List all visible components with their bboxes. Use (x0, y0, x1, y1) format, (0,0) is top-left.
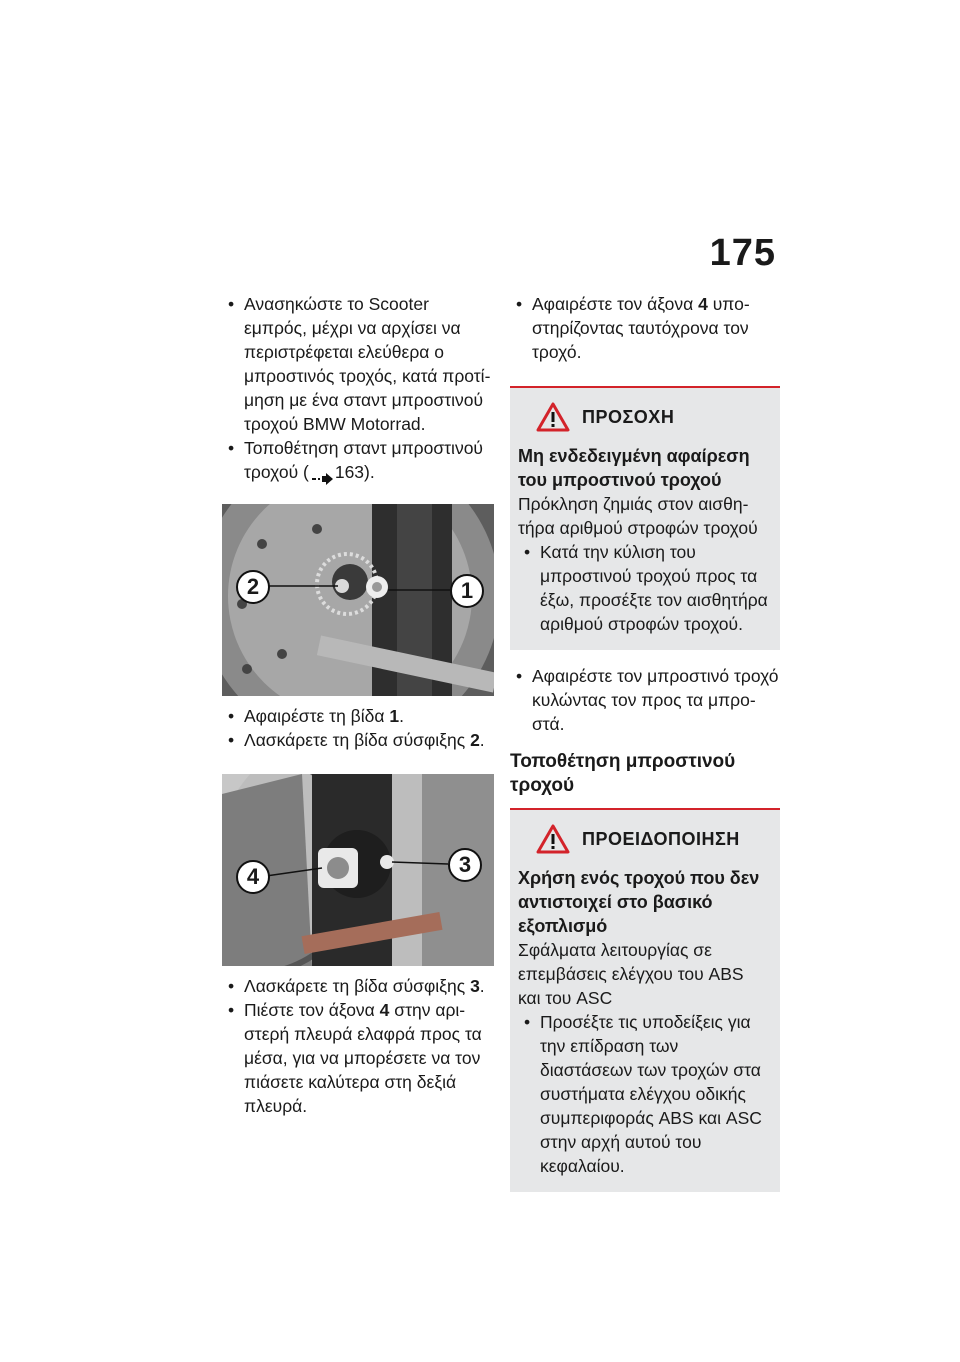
caution-text: Πρόκληση ζημιάς στον αισθητήρα αριθμού στροφών τροχού (518, 494, 758, 538)
step-remove-axle (510, 292, 780, 364)
step-remove-screw (222, 704, 494, 728)
step-text: Αφαιρέστε τη βίδα (244, 706, 390, 726)
caution-subtitle: Μη ενδεδειγμένη αφαίρεση του μπροστινού τροχού (518, 446, 750, 490)
warning-bullet-text: Προσέξτε τις υποδείξεις για την επίδραση των διαστάσεων των τροχών στα συστήματα ελέγχου οδικής συμπεριφοράς ABS και ASC στην αρχή αυτού του κεφαλαίου. (540, 1012, 762, 1176)
left-column (222, 292, 494, 1118)
step-text: Αφαιρέστε τον μπροστινό τροχό κυλώντας τον προς τα μπροστά. (532, 666, 779, 734)
part-reference: 4 (698, 294, 708, 314)
steps-list-roll (510, 664, 780, 736)
warning-subtitle: Χρήση ενός τροχού που δεν αντιστοιχεί στο βασικό εξοπλισμό (518, 868, 760, 936)
warning-bullet (518, 1010, 770, 1178)
step-text: Λασκάρετε τη βίδα σύσφιξης (244, 976, 471, 996)
step-text: Λασκάρετε τη βίδα σύσφιξης (244, 730, 471, 750)
step-roll-wheel (510, 664, 780, 736)
right-column (510, 292, 780, 1192)
caution-title: ΠΡΟΣΟΧΗ (582, 406, 675, 427)
step-text-end: υποστηρίζοντας ταυτόχρονα τον τροχό. (532, 294, 750, 362)
steps-list-c (222, 974, 494, 1118)
steps-list-a (222, 292, 494, 484)
warning-title: ΠΡΟΕΙΔΟΠΟΙΗΣΗ (582, 828, 740, 849)
part-reference: 1 (389, 706, 400, 726)
step-text: Πιέστε τον άξονα (244, 1000, 380, 1020)
page-reference[interactable]: 163 (334, 462, 365, 482)
step-text: Αφαιρέστε τον άξονα (532, 294, 699, 314)
step-text-end: . (479, 730, 485, 750)
step-loosen-clamp-screw-2 (222, 728, 494, 752)
marker-1: 1 (450, 574, 484, 608)
part-reference: 3 (470, 976, 480, 996)
warning-text: Σφάλματα λειτουργίας σε επεμβάσεις ελέγχου του ABS και του ASC (518, 940, 744, 1008)
step-loosen-clamp-screw-3 (222, 974, 494, 998)
step-text-end: . (479, 976, 485, 996)
warning-header (536, 824, 770, 854)
step-lift-scooter (222, 292, 494, 436)
steps-list-b (222, 704, 494, 752)
warning-triangle-icon (536, 824, 570, 854)
page-number: 175 (709, 232, 776, 274)
marker-4: 4 (236, 860, 270, 894)
caution-box (510, 386, 780, 650)
step-text: Ανασηκώστε το Scooter εμπρός, μέχρι να αρχίσει να περιστρέφεται ελεύθερα ο μπροστινός τροχός, κατά προτίμηση με ένα σταντ μπροστινού τροχού BMW Motorrad. (244, 294, 491, 434)
caution-bullet (518, 540, 770, 636)
caution-bullet-text: Κατά την κύλιση του μπροστινού τροχού προς τα έξω, προσέξτε τον αισθητήρα αριθμού στροφών τροχού. (540, 542, 768, 634)
warning-triangle-icon (536, 402, 570, 432)
step-push-axle (222, 998, 494, 1118)
step-text-end: στην αριστερή πλευρά ελαφρά προς τα μέσα, για να μπορέσετε να τον πιάσετε καλύτερα στη δεξιά πλευρά. (244, 1000, 482, 1116)
photo-left-axle-side (222, 774, 494, 966)
warning-box (510, 808, 780, 1192)
warning-bullets (518, 1010, 770, 1178)
caution-header (536, 402, 770, 432)
step-install-stand (222, 436, 494, 484)
step-text-end: . (399, 706, 404, 726)
marker-3: 3 (448, 848, 482, 882)
page-reference-arrow-icon[interactable] (311, 467, 333, 479)
steps-list-axle (510, 292, 780, 364)
part-reference: 4 (379, 1000, 390, 1020)
part-reference: 2 (470, 730, 480, 750)
photo-front-axle-screws (222, 504, 494, 696)
caution-bullets (518, 540, 770, 636)
step-text: Τοποθέτηση σταντ μπροστινού τροχού ( (244, 438, 483, 482)
step-text-end: ). (364, 462, 375, 482)
marker-2: 2 (236, 570, 270, 604)
section-heading: Τοποθέτηση μπροστινού τροχού (510, 751, 736, 796)
